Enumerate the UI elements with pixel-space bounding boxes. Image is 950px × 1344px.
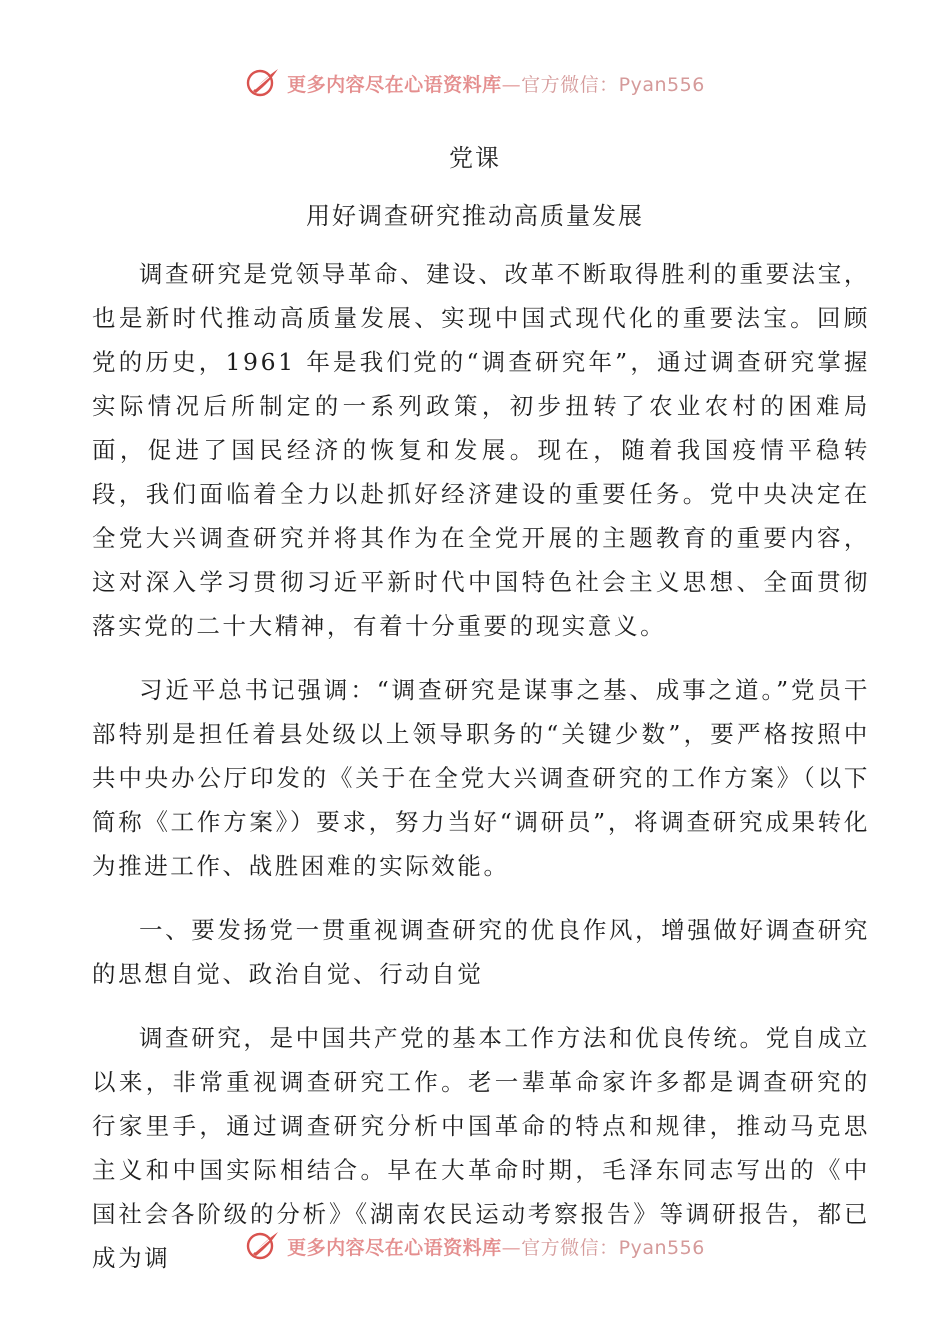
paragraph-section-1: 调查研究，是中国共产党的基本工作方法和优良传统。党自成立以来，非常重视调查研究工作。老一辈革命家许多都是调查研究的行家里手，通过调查研究分析中国革命的特点和规律，推动马克思主义和中国实际相结合。早在大革命时期，毛泽东同志写出的《中国社会各阶级的分析》《湖南农民运动考察报告》等调研报告，都已成为调: [92, 1024, 870, 1272]
quill-logo-icon: [245, 1228, 281, 1264]
watermark-separator: —: [501, 1236, 522, 1259]
document-category: 党课: [449, 144, 501, 172]
watermark-wechat: 官方微信：Pyan556: [521, 73, 705, 96]
watermark-separator: —: [501, 73, 522, 96]
document-body: [92, 252, 870, 1300]
watermark-text: [287, 1233, 705, 1260]
watermark-brand: 更多内容尽在心语资料库: [287, 1236, 502, 1259]
watermark-header: [0, 63, 950, 103]
paragraph-quote: 习近平总书记强调：“调查研究是谋事之基、成事之道。”党员干部特别是担任着县处级以上领导职务的“关键少数”，要严格按照中共中央办公厅印发的《关于在全党大兴调查研究的工作方案》（以下简称《工作方案》）要求，努力当好“调研员”，将调查研究成果转化为推进工作、战胜困难的实际效能。: [92, 676, 870, 880]
paragraph-intro: 调查研究是党领导革命、建设、改革不断取得胜利的重要法宝，也是新时代推动高质量发展、实现中国式现代化的重要法宝。回顾党的历史，1961 年是我们党的“调查研究年”，通过调查研究掌握实际情况后所制定的一系列政策，初步扭转了农业农村的困难局面，促进了国民经济的恢复和发展。现在，随着我国疫情平稳转段，我们面临着全力以赴抓好经济建设的重要任务。党中央决定在全党大兴调查研究并将其作为在全党开展的主题教育的重要内容，这对深入学习贯彻习近平新时代中国特色社会主义思想、全面贯彻落实党的二十大精神，有着十分重要的现实意义。: [92, 260, 870, 640]
watermark-text: [287, 70, 705, 97]
document-title: 用好调查研究推动高质量发展: [306, 202, 644, 230]
section-heading-1: 一、要发扬党一贯重视调查研究的优良作风，增强做好调查研究的思想自觉、政治自觉、行动自觉: [92, 916, 870, 988]
watermark-wechat: 官方微信：Pyan556: [521, 1236, 705, 1259]
watermark-brand: 更多内容尽在心语资料库: [287, 73, 502, 96]
quill-logo-icon: [245, 65, 281, 101]
watermark-footer: [0, 1226, 950, 1266]
